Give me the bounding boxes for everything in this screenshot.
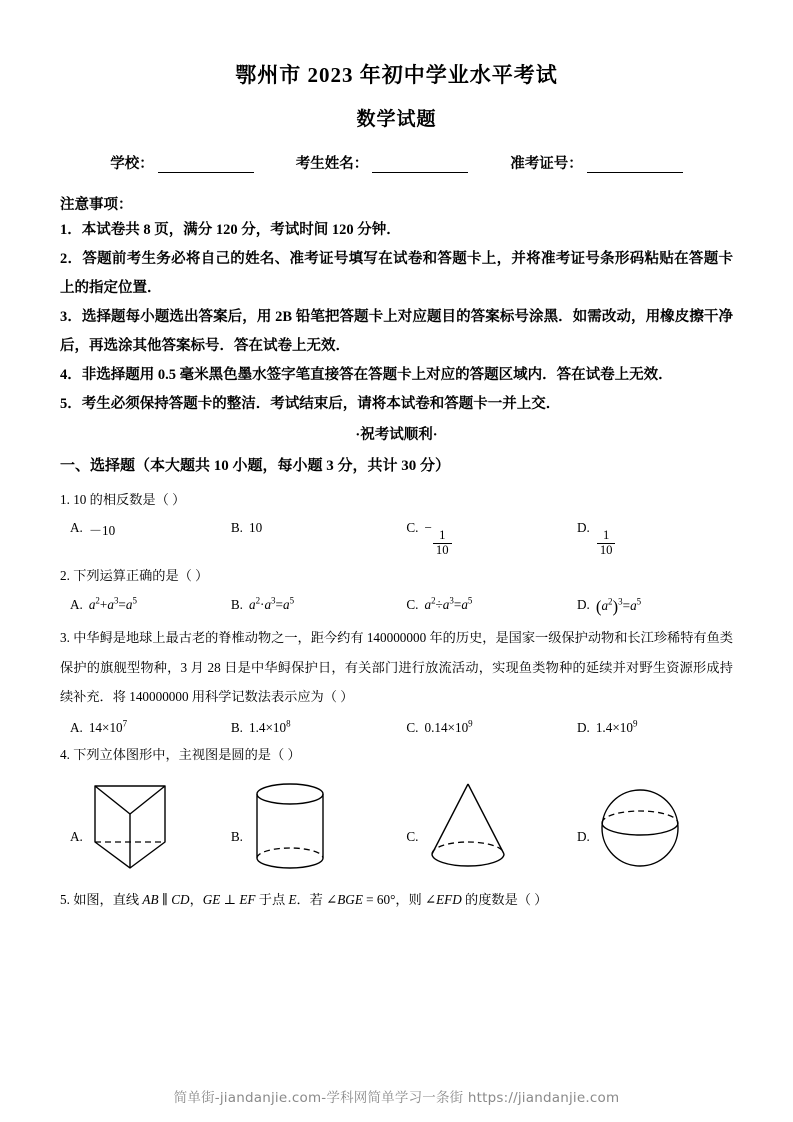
- question-3-option-b[interactable]: [231, 720, 407, 736]
- notice-item-2: 2．答题前考生务必将自己的姓名、准考证号填写在试卷和答题卡上，并将准考证号条形码粘贴在答题卡上的指定位置．: [60, 251, 733, 297]
- option-label: C.: [406, 828, 419, 844]
- stem-part: ．若 ∠: [296, 891, 338, 907]
- option-text: [249, 597, 294, 613]
- stem-part: 于点: [255, 891, 289, 907]
- cylinder-icon: [247, 778, 333, 881]
- operator: ÷: [435, 596, 443, 612]
- option-label: A.: [70, 720, 83, 736]
- question-1-options: [60, 520, 733, 557]
- stem-part: 5. 如图，直线: [60, 891, 143, 907]
- exponent: 5: [132, 595, 137, 606]
- mantissa: 0.14×10: [424, 720, 469, 736]
- student-name-label: 考生姓名：: [295, 156, 369, 172]
- question-1-option-c[interactable]: [406, 520, 577, 557]
- exam-number-blank[interactable]: [587, 159, 683, 173]
- stem-part: 的度数是（ ）: [461, 891, 548, 907]
- option-label: A.: [70, 520, 83, 536]
- option-label: A.: [70, 828, 83, 844]
- student-name-field[interactable]: [296, 152, 469, 173]
- sphere-icon: [594, 778, 686, 881]
- option-label: C.: [406, 596, 419, 612]
- notice-item-4: 4．非选择题用 0.5 毫米黑色墨水签字笔直接答在答题卡上对应的答题区域内．答在试卷上无效．: [60, 367, 673, 384]
- segment-cd: CD: [171, 891, 190, 907]
- option-label: B.: [230, 828, 243, 844]
- fraction: [597, 529, 616, 557]
- notice-item-3: 3．选择题每小题选出答案后，用 2B 铅笔把答题卡上对应题目的答案标号涂黑．如需改动，用橡皮擦干净后，再选涂其他答案标号．答在试卷上无效．: [60, 309, 733, 355]
- fraction-denominator: 10: [433, 543, 452, 558]
- exponent: 2: [431, 595, 436, 606]
- option-label: C.: [406, 520, 419, 536]
- notice-heading: 注意事项：: [60, 197, 133, 213]
- exponent: 9: [468, 718, 473, 729]
- exponent: 3: [618, 596, 623, 607]
- option-text: [424, 520, 452, 557]
- segment-ef: EF: [239, 891, 256, 907]
- question-3-option-c[interactable]: [406, 720, 577, 736]
- option-label: A.: [70, 596, 83, 612]
- operator: ·: [260, 596, 265, 612]
- student-name-blank[interactable]: [372, 159, 468, 173]
- question-3-stem: 3. 中华鲟是地球上最古老的脊椎动物之一，距今约有 140000000 年的历史，是国家一级保护动物和长江珍稀特有鱼类保护的旗舰型物种，3 月 28 日是中华鲟保护日，有关部门进行放流活动，实现鱼类物种的延续并对野生资源形成持续补充．将 140000000 用科学记数法表示应为（ ）: [60, 629, 733, 705]
- exponent: 2: [95, 595, 100, 606]
- variable: a: [461, 596, 468, 612]
- angle-bge: BGE: [337, 891, 363, 907]
- option-text: －10: [88, 523, 116, 539]
- question-3-options: [60, 720, 733, 736]
- variable: a: [282, 596, 290, 612]
- fraction: [433, 529, 452, 557]
- exponent: 7: [122, 718, 128, 729]
- fraction-denominator: 10: [597, 543, 616, 558]
- option-label: B.: [230, 596, 243, 612]
- operator: +: [99, 596, 108, 612]
- variable: a: [601, 597, 609, 613]
- exponent: 8: [286, 718, 291, 729]
- question-2-option-c[interactable]: [406, 597, 577, 613]
- variable: a: [630, 597, 637, 613]
- question-1-stem: 1. 10 的相反数是（ ）: [60, 491, 186, 507]
- option-text: [596, 720, 638, 736]
- question-2-options: [60, 597, 733, 617]
- exponent: 3: [113, 595, 119, 606]
- fraction-numerator: 1: [439, 527, 446, 542]
- right-paren: ): [612, 596, 619, 616]
- exponent: 5: [467, 595, 473, 606]
- exponent: 3: [449, 595, 454, 606]
- operator: =: [453, 596, 462, 612]
- question-4-option-c[interactable]: [406, 778, 577, 881]
- school-blank[interactable]: [158, 159, 254, 173]
- variable: a: [125, 596, 133, 612]
- option-text: [596, 597, 641, 617]
- question-2-option-d[interactable]: [577, 597, 733, 617]
- exam-number-field[interactable]: [510, 152, 683, 173]
- question-3-option-d[interactable]: [577, 720, 733, 736]
- option-label: B.: [230, 720, 243, 736]
- angle-efd: EFD: [436, 891, 462, 907]
- question-4-option-a[interactable]: [60, 778, 231, 881]
- question-4-option-d[interactable]: [577, 778, 733, 881]
- perpendicular-symbol: ⊥: [220, 891, 240, 907]
- page-title: 鄂州市 2023 年初中学业水平考试: [235, 63, 558, 87]
- option-text: [424, 597, 472, 613]
- variable: a: [88, 596, 96, 612]
- exponent: 2: [255, 595, 261, 606]
- fraction-numerator: 1: [602, 527, 610, 542]
- option-label: D.: [577, 520, 590, 536]
- cone-icon: [422, 778, 514, 881]
- stem-part: ，: [189, 891, 203, 907]
- exponent: 5: [636, 596, 642, 607]
- exponent: 9: [632, 718, 638, 729]
- question-2-option-a[interactable]: [60, 597, 231, 613]
- exponent: 2: [608, 596, 613, 607]
- mantissa: 1.4×10: [595, 720, 633, 736]
- segment-ab: AB: [142, 891, 159, 907]
- option-label: D.: [577, 828, 590, 844]
- option-text: [596, 520, 617, 557]
- question-1-option-d[interactable]: [577, 520, 733, 557]
- question-1-option-b[interactable]: [231, 520, 407, 536]
- mantissa: 1.4×10: [248, 720, 287, 736]
- minus-sign: −: [424, 520, 432, 536]
- question-5-stem: [60, 887, 733, 913]
- option-text: [249, 720, 291, 736]
- option-text: [424, 720, 472, 736]
- school-label: 学校：: [110, 156, 154, 172]
- question-2-stem: 2. 下列运算正确的是（ ）: [60, 568, 209, 584]
- operator: =: [622, 597, 631, 613]
- option-text: [89, 597, 137, 613]
- exam-number-label: 准考证号：: [510, 156, 583, 172]
- question-1-option-a[interactable]: [60, 520, 231, 539]
- question-4-option-b[interactable]: [231, 778, 407, 881]
- question-4-figures: [60, 778, 733, 881]
- variable: a: [107, 596, 114, 612]
- option-text: 10: [248, 520, 263, 536]
- notice-item-5: 5．考生必须保持答题卡的整洁．考试结束后，请将本试卷和答题卡一并上交．: [60, 396, 561, 413]
- blessing-text: ·祝考试顺利·: [355, 427, 438, 444]
- stem-part: = 60°，则 ∠: [362, 891, 437, 907]
- question-3-option-a[interactable]: [60, 720, 231, 736]
- triangular-prism-icon: [87, 778, 173, 881]
- footer-watermark: 简单街-jiandanjie.com-学科网简单学习一条街 https://jiandanjie.com: [173, 1090, 620, 1106]
- mantissa: 14×10: [88, 720, 123, 736]
- option-label: C.: [406, 720, 419, 736]
- variable: a: [442, 596, 450, 612]
- left-paren: (: [595, 596, 602, 616]
- option-label: B.: [230, 520, 243, 536]
- variable: a: [424, 596, 432, 612]
- page-subtitle: 数学试题: [356, 108, 437, 130]
- school-field[interactable]: [110, 152, 254, 173]
- variable: a: [264, 596, 272, 612]
- variable: a: [248, 596, 256, 612]
- exponent: 5: [289, 595, 295, 606]
- exponent: 3: [271, 595, 276, 606]
- option-text: [89, 720, 127, 736]
- student-id-line: [60, 152, 733, 173]
- notice-item-1: 1．本试卷共 8 页，满分 120 分，考试时间 120 分钟．: [60, 222, 401, 239]
- option-label: D.: [577, 596, 590, 612]
- operator: =: [275, 596, 283, 612]
- option-label: D.: [577, 720, 590, 736]
- section-title-choice: 一、选择题（本大题共 10 小题，每小题 3 分，共计 30 分）: [60, 458, 451, 475]
- operator: =: [118, 596, 126, 612]
- point-e: E: [288, 891, 297, 907]
- question-2-option-b[interactable]: [231, 597, 407, 613]
- question-4-stem: 4. 下列立体图形中，主视图是圆的是（ ）: [60, 747, 301, 763]
- parallel-symbol: ∥: [158, 891, 172, 907]
- segment-ge: GE: [202, 891, 221, 907]
